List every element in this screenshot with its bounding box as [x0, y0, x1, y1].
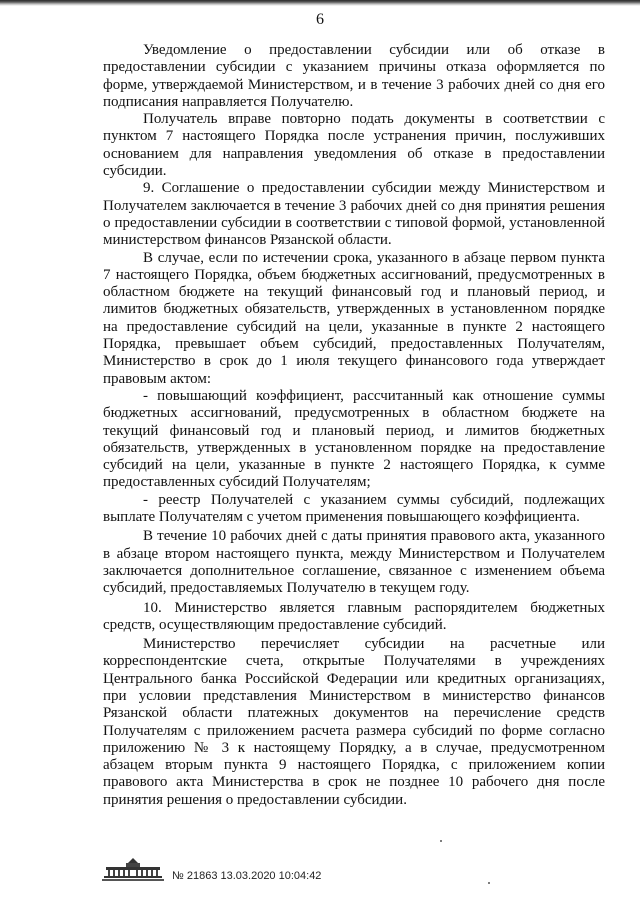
scan-speck: [488, 882, 490, 884]
document-footer: [102, 856, 402, 896]
paragraph-notification-form: Уведомление о предоставлении субсидии или об отказе в предоставлении субсидии с указанием причины отказа оформляется по форме, утверждаемой Министерством, и в течение 3 рабочих дней со дня его подписания направляется Получателю.: [103, 42, 605, 110]
document-body: [103, 42, 605, 809]
list-item-coefficient: - повышающий коэффициент, рассчитанный как отношение суммы бюджетных ассигнований, предусмотренных в областном бюджете на текущий финансовый год и плановый период, и лимитов бюджетных обязательств, утвержденных в установленном порядке на предоставление субсидий на цели, указанные в пункте 2 настоящего Порядка, к сумме предоставленных субсидий Получателям;: [103, 387, 605, 491]
list-item-registry: - реестр Получателей с указанием суммы субсидий, подлежащих выплате Получателям с учетом применения повышающего коэффициента.: [103, 491, 605, 526]
scan-speck: [440, 840, 442, 842]
paragraph-resubmission: Получатель вправе повторно подать документы в соответствии с пунктом 7 настоящего Порядка после устранения причин, послуживших основанием для направления уведомления об отказе в предоставлении субсидии.: [103, 111, 605, 180]
paragraph-clause-10-distributor: 10. Министерство является главным распорядителем бюджетных средств, осуществляющим предоставление субсидий.: [103, 599, 605, 633]
paragraph-additional-agreement: В течение 10 рабочих дней с даты принятия правового акта, указанного в абзаце втором настоящего пункта, между Министерством и Получателем заключается дополнительное соглашение, связанное с изменением объема субсидий, предоставляемых Получателю в текущем году.: [103, 528, 605, 597]
scan-top-edge: [0, 0, 640, 6]
government-building-emblem-icon: [102, 856, 164, 882]
page-number: 6: [316, 11, 324, 28]
document-registration-stamp: № 21863 13.03.2020 10:04:42: [172, 870, 322, 882]
paragraph-clause-9-agreement: 9. Соглашение о предоставлении субсидии между Министерством и Получателем заключается в течение 3 рабочих дней со дня принятия решения о предоставлении субсидии в соответствии с типовой формой, установленной министерством финансов Рязанской области.: [103, 180, 605, 249]
paragraph-transfer-procedure: Министерство перечисляет субсидии на расчетные или корреспондентские счета, открытые Получателями в учреждениях Центрального банка Российской Федерации или кредитных организациях, при условии представления Министерством в министерство финансов Рязанской области платежных документов на перечисление средств Получателям с приложением расчета размера субсидий по форме согласно приложению № 3 к настоящему Порядку, а в случае, предусмотренном абзацем вторым пункта 9 настоящего Порядка, с приложением копии правового акта Министерства в срок не позднее 10 рабочего дня после принятия решения о предоставлении субсидии.: [103, 636, 605, 808]
paragraph-budget-excess: В случае, если по истечении срока, указанного в абзаце первом пункта 7 настоящего Порядка, объем бюджетных ассигнований, предусмотренных в областном бюджете на текущий финансовый год и плановый период, и лимитов бюджетных обязательств, утвержденных в установленном порядке на предоставление субсидий на цели, указанные в пункте 2 настоящего Порядка, превышает объем субсидий, предоставленных Получателям, Министерство в срок до 1 июля текущего финансового года утверждает правовым актом:: [103, 249, 605, 387]
